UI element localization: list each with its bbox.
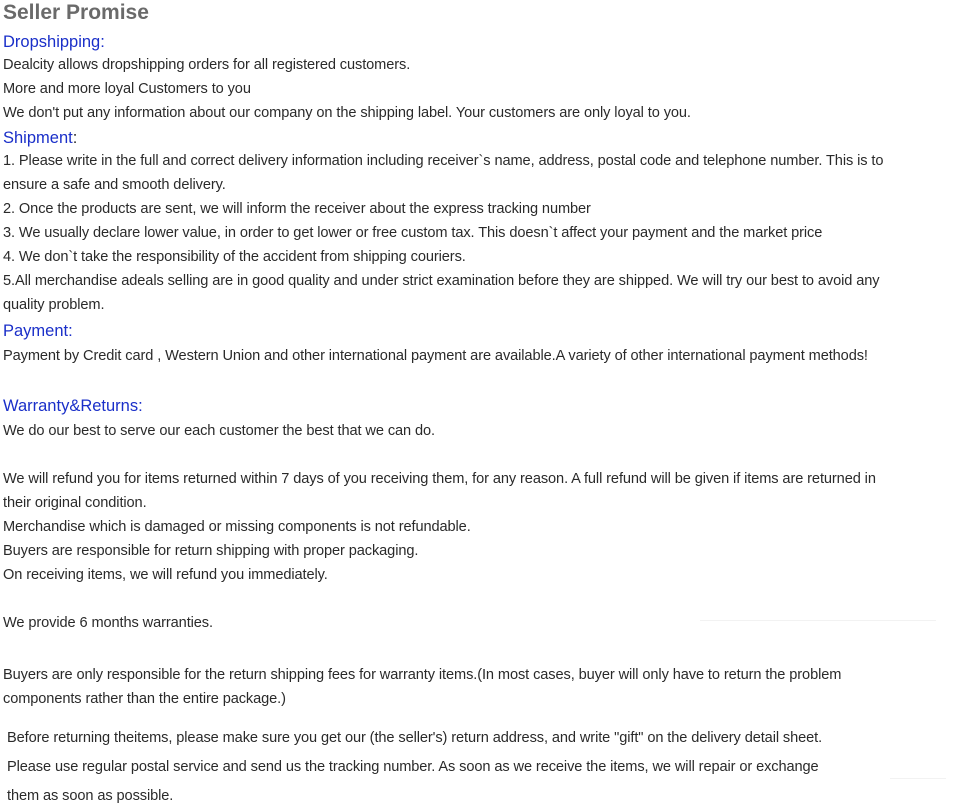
faint-rule-2	[890, 778, 946, 779]
shipment-line-3: 2. Once the products are sent, we will inform the receiver about the express tracking number	[3, 201, 591, 217]
warranty-line-6: On receiving items, we will refund you immediately.	[3, 567, 328, 583]
warranty-line-4: Merchandise which is damaged or missing components is not refundable.	[3, 519, 471, 535]
warranty-line-9: components rather than the entire package.)	[3, 691, 286, 707]
heading-shipment-colon: :	[72, 129, 78, 147]
heading-shipment	[3, 128, 77, 148]
shipment-line-1: 1. Please write in the full and correct delivery information including receiver`s name, address, postal code and telephone number. This is to	[3, 153, 884, 169]
warranty-line-11: Please use regular postal service and send us the tracking number. As soon as we receive the items, we will repair or exchange	[7, 759, 819, 775]
warranty-line-3: their original condition.	[3, 495, 147, 511]
warranty-line-1: We do our best to serve our each customer the best that we can do.	[3, 423, 435, 439]
heading-shipment-label: Shipment	[3, 129, 73, 147]
shipment-line-2: ensure a safe and smooth delivery.	[3, 177, 226, 193]
dropshipping-line-2: More and more loyal Customers to you	[3, 81, 251, 97]
warranty-line-2: We will refund you for items returned within 7 days of you receiving them, for any reason. A full refund will be given if items are returned in	[3, 471, 876, 487]
warranty-line-8: Buyers are only responsible for the return shipping fees for warranty items.(In most cases, buyer will only have to return the problem	[3, 667, 842, 683]
page-title: Seller Promise	[3, 1, 149, 24]
dropshipping-line-3: We don't put any information about our company on the shipping label. Your customers are only loyal to you.	[3, 105, 691, 121]
shipment-line-4: 3. We usually declare lower value, in order to get lower or free custom tax. This doesn`t affect your payment and the market price	[3, 225, 823, 241]
payment-line-1: Payment by Credit card , Western Union and other international payment are available.A variety of other international payment methods!	[3, 348, 868, 364]
heading-warranty: Warranty&Returns:	[3, 397, 143, 415]
heading-dropshipping: Dropshipping:	[3, 33, 105, 51]
faint-rule-1	[700, 620, 936, 621]
warranty-line-12: them as soon as possible.	[7, 788, 174, 804]
shipment-line-6: 5.All merchandise adeals selling are in good quality and under strict examination before they are shipped. We will try our best to avoid any	[3, 273, 880, 289]
heading-payment: Payment:	[3, 322, 73, 340]
warranty-line-5: Buyers are responsible for return shipping with proper packaging.	[3, 543, 419, 559]
dropshipping-line-1: Dealcity allows dropshipping orders for all registered customers.	[3, 57, 411, 73]
shipment-line-7: quality problem.	[3, 297, 105, 313]
warranty-line-7: We provide 6 months warranties.	[3, 615, 213, 631]
shipment-line-5: 4. We don`t take the responsibility of the accident from shipping couriers.	[3, 249, 466, 265]
warranty-line-10: Before returning theitems, please make sure you get our (the seller's) return address, and write "gift" on the delivery detail sheet.	[7, 730, 823, 746]
